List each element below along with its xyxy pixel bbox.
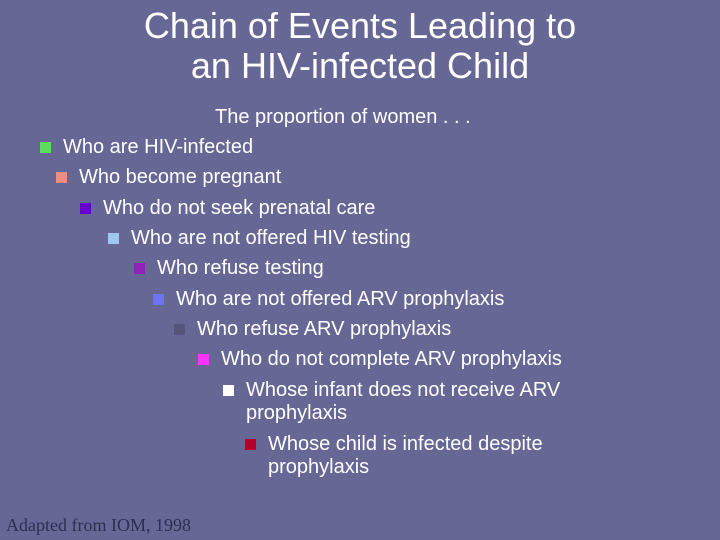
list-item-text: Who are not offered ARV prophylaxis [176,288,505,310]
square-bullet-icon [245,439,256,450]
slide-title-line-1: Chain of Events Leading to [143,5,577,46]
list-item-text: Whose child is infected despite prophylaxis [268,433,543,478]
square-bullet-icon [174,324,185,335]
list-item [174,318,704,341]
square-bullet-icon [40,142,51,153]
square-bullet-icon [56,172,67,183]
list-item [108,227,688,250]
list-item [80,197,680,220]
list-item [245,433,605,479]
list-item [223,379,643,425]
intro-text: The proportion of women . . . [215,106,471,128]
list-item [56,166,656,189]
list-item-text: Who refuse ARV prophylaxis [197,318,452,340]
list-item-text: Who become pregnant [79,166,282,188]
square-bullet-icon [153,294,164,305]
slide-title [0,6,720,86]
square-bullet-icon [198,354,209,365]
list-item [153,288,703,311]
square-bullet-icon [223,385,234,396]
list-item [40,136,640,159]
list-item-text: Who are not offered HIV testing [131,227,411,249]
slide-title-line-2: an HIV-infected Child [190,45,530,86]
list-item-text: Who are HIV-infected [63,136,254,158]
square-bullet-icon [108,233,119,244]
square-bullet-icon [80,203,91,214]
list-item [134,257,694,280]
list-item-text: Whose infant does not receive ARV prophylaxis [246,379,561,424]
list-item-text: Who do not complete ARV prophylaxis [221,348,562,370]
source-citation: Adapted from IOM, 1998 [6,515,191,535]
square-bullet-icon [134,263,145,274]
list-item-text: Who refuse testing [157,257,324,279]
list-item [198,348,708,371]
list-item-text: Who do not seek prenatal care [103,197,376,219]
